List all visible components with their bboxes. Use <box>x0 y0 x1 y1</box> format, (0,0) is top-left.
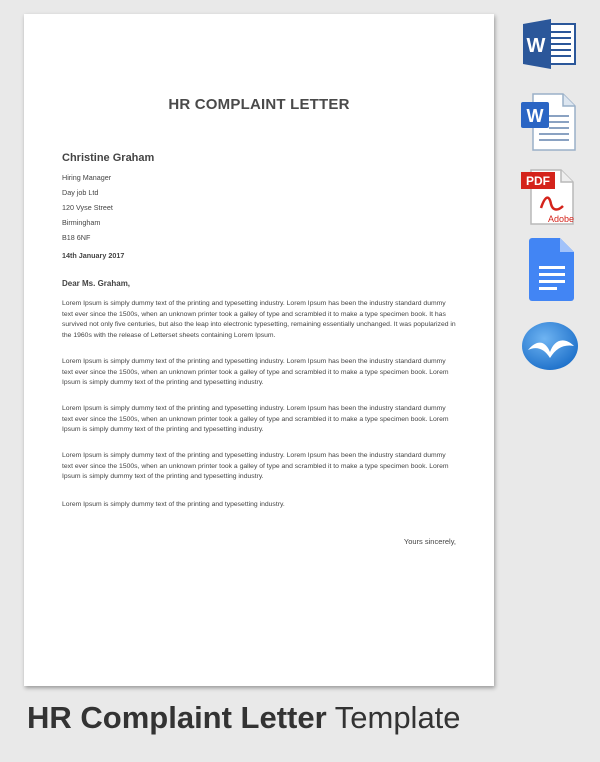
closing: Yours sincerely, <box>403 537 456 546</box>
word-icon-label: W <box>526 35 546 57</box>
word-icon[interactable] <box>521 18 579 70</box>
footer-title-normal: Template <box>334 700 461 735</box>
address-line: 120 Vyse Street <box>62 203 113 212</box>
salutation: Dear Ms. Graham, <box>62 279 131 288</box>
openoffice-icon[interactable] <box>520 320 580 372</box>
letter-page <box>24 14 494 686</box>
footer-title-bold: HR Complaint Letter <box>27 700 327 735</box>
sender-name: Christine Graham <box>62 152 155 164</box>
address-line: B18 6NF <box>62 233 91 242</box>
pdf-icon-label: PDF <box>526 174 550 188</box>
address-line: Birmingham <box>62 218 101 227</box>
letter-date: 14th January 2017 <box>62 251 125 260</box>
address-line: Hiring Manager <box>62 173 112 182</box>
word-doc-icon[interactable] <box>519 92 579 152</box>
body-paragraph: Lorem Ipsum is simply dummy text of the printing and typesetting industry. Lorem Ipsum has been the industry standard dummy text ever since the 1500s, when an unknown printer took a galley of type and scrambled it to make a type specimen book. Lorem Ipsum is simply dummy text of the printing and typesetting industry. <box>62 452 449 481</box>
address-line: Day job Ltd <box>62 188 99 197</box>
body-paragraph: Lorem Ipsum is simply dummy text of the printing and typesetting industry. <box>62 501 285 508</box>
body-paragraph: Lorem Ipsum is simply dummy text of the printing and typesetting industry. Lorem Ipsum has been the industry standard dummy text ever since the 1500s, when an unknown printer took a galley of type and scrambled it to make a type specimen book. Lorem Ipsum is simply dummy text of the printing and typesetting industry. <box>62 358 449 387</box>
pdf-icon[interactable] <box>519 168 579 226</box>
body-paragraph: Lorem Ipsum is simply dummy text of the printing and typesetting industry. Lorem Ipsum has been the industry standard dummy text ever since the 1500s, when an unknown printer took a galley of type and scrambled it to make a type specimen book. It has survived not only five centuries, but also the leap into electronic typesetting, remaining essentially unchanged. It was popularized in the 1960s with the release of Letterset sheets containing Lorem Ipsum. <box>62 300 456 339</box>
body-paragraph: Lorem Ipsum is simply dummy text of the printing and typesetting industry. Lorem Ipsum has been the industry standard dummy text ever since the 1500s, when an unknown printer took a galley of type and scrambled it to make a type specimen book. Lorem Ipsum is simply dummy text of the printing and typesetting industry. <box>62 405 449 434</box>
pdf-icon-sublabel: Adobe <box>547 214 575 224</box>
word-doc-icon-label: W <box>526 106 544 126</box>
google-docs-icon[interactable] <box>528 236 576 302</box>
document-title: HR COMPLAINT LETTER <box>168 96 350 113</box>
footer-title <box>27 700 461 736</box>
recipient-address <box>62 170 113 245</box>
